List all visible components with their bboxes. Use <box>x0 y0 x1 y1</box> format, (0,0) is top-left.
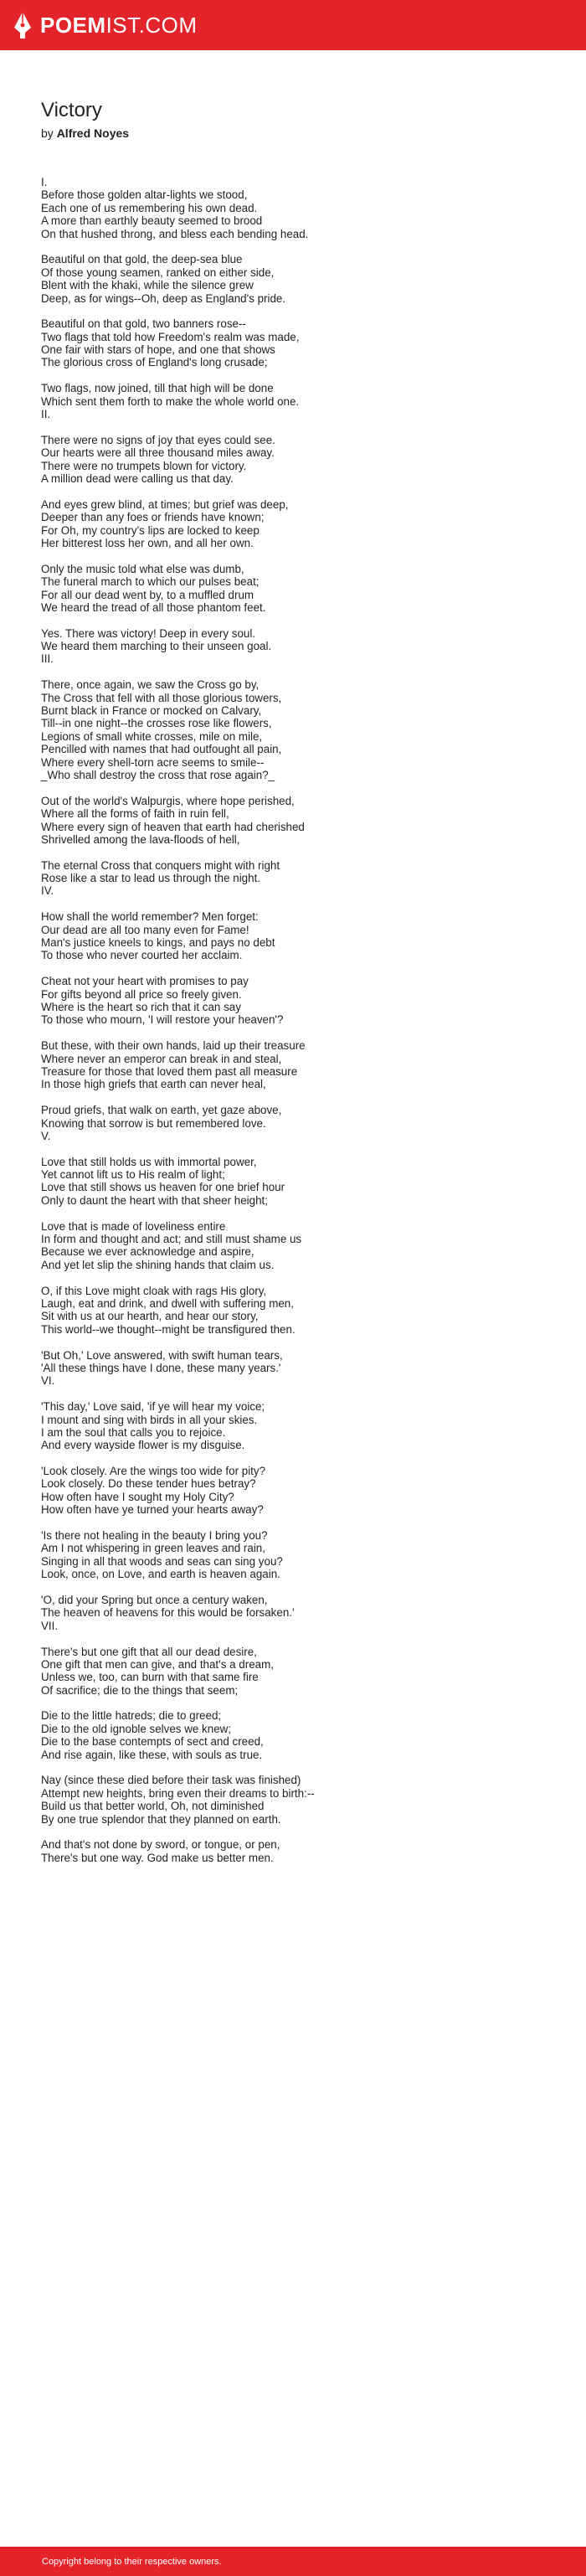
poem-byline <box>41 126 543 141</box>
poem-line: And every wayside flower is my disguise. <box>41 1439 245 1452</box>
poem-line: Look, once, on Love, and earth is heaven again. <box>41 1568 280 1581</box>
poem-line: Treasure for those that loved them past all measure <box>41 1064 298 1078</box>
poem-line: The heaven of heavens for this would be forsaken.' <box>41 1606 295 1620</box>
poem-line: Where all the forms of faith in ruin fell, <box>41 807 229 821</box>
site-logo[interactable] <box>40 14 198 36</box>
poem-line: We heard them marching to their unseen goal. <box>41 640 272 653</box>
poem-line: One fair with stars of hope, and one that shows <box>41 343 275 357</box>
poem-line: I am the soul that calls you to rejoice. <box>41 1425 226 1439</box>
poem-line: Legions of small white crosses, mile on mile, <box>41 729 263 743</box>
poem-line: Shrivelled among the lava-floods of hell, <box>41 832 240 846</box>
stanza-gap <box>41 614 543 626</box>
poem-line: Her bitterest loss her own, and all her own. <box>41 536 254 549</box>
poem-line: For gifts beyond all price so freely given. <box>41 987 242 1001</box>
poem-line: To those who mourn, 'I will restore your heaven'? <box>41 1013 284 1027</box>
poem-line: Unless we, too, can burn with that same fire <box>41 1671 259 1684</box>
poem-line: There, once again, we saw the Cross go by, <box>41 678 260 692</box>
poem-line: Yet cannot lift us to His realm of light; <box>41 1168 225 1182</box>
poem-line: Knowing that sorrow is but remembered love. <box>41 1116 266 1130</box>
stanza-gap <box>41 962 543 975</box>
site-footer <box>0 2547 586 2576</box>
poem-line: Deep, as for wings--Oh, deep as England's pride. <box>41 291 286 305</box>
poem-line: Of those young seamen, ranked on either side, <box>41 265 275 279</box>
stanza-gap <box>41 1388 543 1400</box>
poem-line: Laugh, eat and drink, and dwell with suffering men, <box>41 1296 294 1310</box>
poem-line: We heard the tread of all those phantom feet. <box>41 600 266 614</box>
poem-title: Victory <box>41 99 102 121</box>
poem-line: One gift that men can give, and that's a dream, <box>41 1657 274 1671</box>
poem-line: The funeral march to which our pulses beat; <box>41 575 260 589</box>
poem-line: _Who shall destroy the cross that rose again?_ <box>41 768 275 781</box>
poem-line: Till--in one night--the crosses rose like flowers, <box>41 717 272 730</box>
poem-line: Look closely. Do these tender hues betray? <box>41 1477 256 1491</box>
stanza-gap <box>41 781 543 794</box>
poem-line: Die to the old ignoble selves we knew; <box>41 1722 232 1735</box>
poem-line: Our dead are all too many even for Fame! <box>41 923 249 936</box>
poem-line: But these, with their own hands, laid up their treasure <box>41 1039 306 1053</box>
stanza-gap <box>41 1207 543 1219</box>
logo-light-text: IST.COM <box>105 13 198 38</box>
poem-line: V. <box>41 1129 51 1142</box>
poem-line: Beautiful on that gold, two banners rose-- <box>41 317 246 331</box>
poem-line: Yes. There was victory! Deep in every soul. <box>41 626 256 640</box>
poem-line: Build us that better world, Oh, not diminished <box>41 1800 265 1813</box>
stanza-gap <box>41 240 543 253</box>
poem-line: 'All these things have I done, these many years.' <box>41 1361 281 1374</box>
stanza-gap <box>41 549 543 562</box>
poem-line: Out of the world's Walpurgis, where hope perished, <box>41 794 295 807</box>
poem-line: In form and thought and act; and still must shame us <box>41 1233 302 1246</box>
stanza-gap <box>41 1697 543 1709</box>
poem-line: On that hushed throng, and bless each bending head. <box>41 227 309 240</box>
poem-line: Two flags that told how Freedom's realm was made, <box>41 330 300 343</box>
poem-body <box>41 176 543 1864</box>
stanza-gap <box>41 1142 543 1155</box>
poem-line: A million dead were calling us that day. <box>41 471 234 485</box>
stanza-gap <box>41 1271 543 1284</box>
stanza-gap <box>41 1452 543 1465</box>
byline-prefix: by <box>41 126 54 140</box>
pen-nib-icon[interactable] <box>12 10 33 40</box>
poem-line: For Oh, my country's lips are locked to keep <box>41 523 260 537</box>
poem-line: Where every shell-torn acre seems to smile-- <box>41 755 265 769</box>
poem-line: II. <box>41 408 51 421</box>
stanza-gap <box>41 1517 543 1529</box>
poem-line: How shall the world remember? Men forget: <box>41 910 259 924</box>
poem-line: Proud griefs, that walk on earth, yet gaze above, <box>41 1104 282 1117</box>
poem-line: Deeper than any foes or friends have known; <box>41 511 265 524</box>
poem-line: Because we ever acknowledge and aspire, <box>41 1245 254 1259</box>
poem-content <box>41 99 543 1864</box>
poem-line: And rise again, like these, with souls as true. <box>41 1748 263 1761</box>
poem-line: Singing in all that woods and seas can sing you? <box>41 1554 283 1568</box>
poem-line: III. <box>41 652 54 666</box>
poem-line: Nay (since these died before their task was finished) <box>41 1774 301 1787</box>
poem-line: 'But Oh,' Love answered, with swift human tears, <box>41 1348 283 1362</box>
poem-line: VI. <box>41 1374 55 1388</box>
poem-line: Man's justice kneels to kings, and pays no debt <box>41 936 275 950</box>
stanza-gap <box>41 846 543 858</box>
poem-line: To those who never courted her acclaim. <box>41 949 243 962</box>
poem-line: Blent with the khaki, while the silence grew <box>41 279 254 292</box>
poem-line: Sit with us at our hearth, and hear our story, <box>41 1310 259 1323</box>
poem-line: Only the music told what else was dumb, <box>41 562 244 575</box>
poem-line: VII. <box>41 1619 59 1632</box>
poem-line: For all our dead went by, to a muffled drum <box>41 588 254 601</box>
poem-line: Before those golden altar-lights we stood, <box>41 188 248 202</box>
poem-line: 'O, did your Spring but once a century waken, <box>41 1593 268 1606</box>
poem-line: Die to the little hatreds; die to greed; <box>41 1709 222 1723</box>
stanza-gap <box>41 1826 543 1838</box>
poem-line: Where is the heart so rich that it can say <box>41 1001 241 1013</box>
stanza-gap <box>41 305 543 317</box>
poem-line: Love that still shows us heaven for one brief hour <box>41 1181 285 1194</box>
poem-line: And that's not done by sword, or tongue, or pen, <box>41 1838 280 1852</box>
poem-line: And eyes grew blind, at times; but grief was deep, <box>41 497 289 511</box>
poem-line: Only to daunt the heart with that sheer height; <box>41 1193 268 1207</box>
poem-line: How often have ye turned your hearts away? <box>41 1503 264 1517</box>
poem-line: Love that is made of loveliness entire <box>41 1219 226 1233</box>
poem-line: Attempt new heights, bring even their dreams to birth:-- <box>41 1786 315 1800</box>
footer-copyright: Copyright belong to their respective owners. <box>42 2556 222 2567</box>
poem-line: Which sent them forth to make the whole world one. <box>41 394 300 408</box>
poem-line: O, if this Love might cloak with rags His glory, <box>41 1284 267 1297</box>
logo-bold-text: POEM <box>40 13 106 38</box>
poem-line: Beautiful on that gold, the deep-sea blue <box>41 253 243 266</box>
poem-line: This world--we thought--might be transfigured then. <box>41 1322 296 1336</box>
poem-line: Each one of us remembering his own dead. <box>41 201 258 214</box>
stanza-gap <box>41 898 543 910</box>
poem-line: In those high griefs that earth can never heal, <box>41 1078 266 1091</box>
poem-line: 'This day,' Love said, 'if ye will hear my voice; <box>41 1400 265 1414</box>
poem-line: I mount and sing with birds in all your skies. <box>41 1413 258 1426</box>
poem-line: There were no signs of joy that eyes could see. <box>41 433 275 446</box>
poem-line: The glorious cross of England's long crusade; <box>41 356 268 369</box>
stanza-gap <box>41 1581 543 1594</box>
poem-line: The Cross that fell with all those glorious towers, <box>41 691 282 704</box>
poem-line: 'Is there not healing in the beauty I bring you? <box>41 1529 268 1543</box>
poem-line: Of sacrifice; die to the things that seem; <box>41 1683 239 1697</box>
poem-line: There's but one gift that all our dead desire, <box>41 1645 257 1658</box>
poem-line: Two flags, now joined, till that high will be done <box>41 382 274 395</box>
stanza-gap <box>41 1336 543 1348</box>
poem-line: Love that still holds us with immortal power, <box>41 1155 257 1168</box>
poem-line: Where every sign of heaven that earth had cherished <box>41 820 305 833</box>
poem-line: Our hearts were all three thousand miles away. <box>41 446 275 460</box>
stanza-gap <box>41 1632 543 1645</box>
stanza-gap <box>41 485 543 497</box>
poem-line: Pencilled with names that had outfought all pain, <box>41 743 282 756</box>
stanza-gap <box>41 1027 543 1039</box>
stanza-gap <box>41 1091 543 1104</box>
stanza-gap <box>41 369 543 382</box>
poem-line: How often have I sought my Holy City? <box>41 1490 234 1503</box>
poem-line: There were no trumpets blown for victory. <box>41 459 247 472</box>
poem-line: The eternal Cross that conquers might with right <box>41 858 280 872</box>
poem-line: A more than earthly beauty seemed to brood <box>41 214 263 228</box>
poem-author[interactable]: Alfred Noyes <box>56 126 130 140</box>
poem-line: 'Look closely. Are the wings too wide for pity? <box>41 1465 266 1478</box>
stanza-gap <box>41 420 543 433</box>
poem-line: I. <box>41 176 48 188</box>
stanza-gap <box>41 1761 543 1774</box>
poem-line: And yet let slip the shining hands that claim us. <box>41 1258 275 1271</box>
poem-line: Cheat not your heart with promises to pay <box>41 975 249 988</box>
poem-line: Burnt black in France or mocked on Calvary, <box>41 704 262 718</box>
poem-line: Rose like a star to lead us through the night. <box>41 872 261 885</box>
stanza-gap <box>41 666 543 678</box>
poem-line: Where never an emperor can break in and steal, <box>41 1052 282 1065</box>
poem-line: There's but one way. God make us better men. <box>41 1851 274 1864</box>
poem-line: Am I not whispering in green leaves and rain, <box>41 1542 265 1555</box>
poem-line: IV. <box>41 884 54 898</box>
site-header <box>0 0 586 50</box>
poem-line: By one true splendor that they planned on earth. <box>41 1812 281 1826</box>
poem-line: Die to the base contempts of sect and creed, <box>41 1735 264 1749</box>
